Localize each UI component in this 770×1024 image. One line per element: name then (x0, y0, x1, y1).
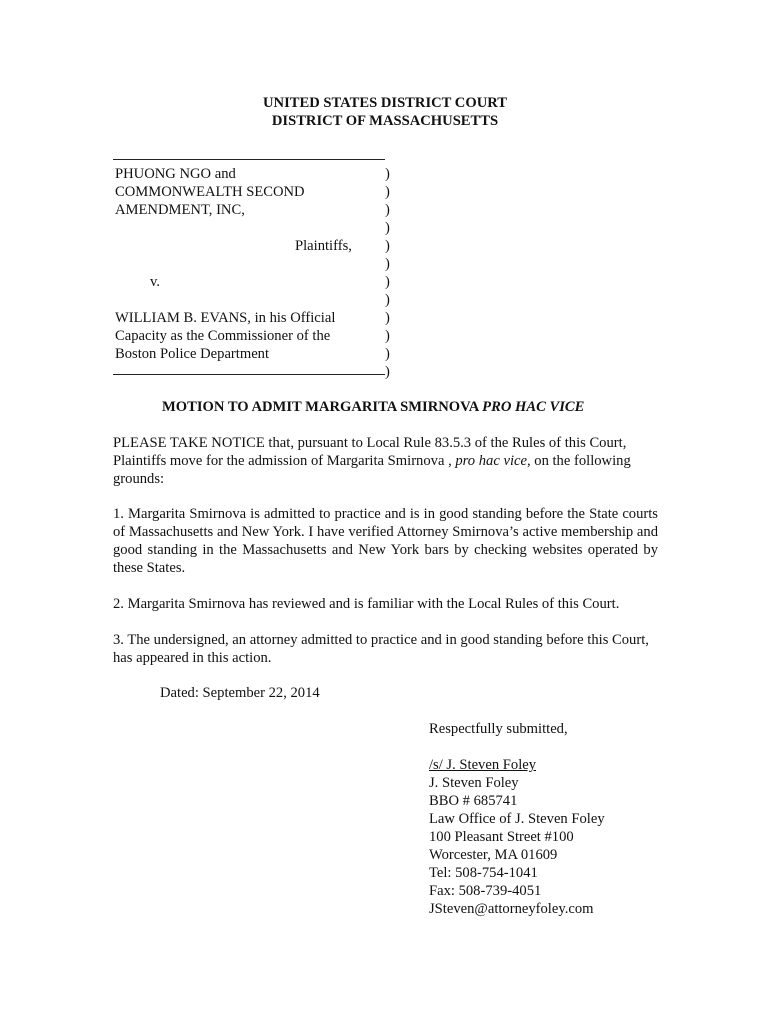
ground-paragraph-3: 3. The undersigned, an attorney admitted to practice and in good standing before this Court, has appeared in this action. (113, 632, 649, 666)
plaintiff-line-2: COMMONWEALTH SECOND (115, 184, 305, 200)
caption-paren: ) (385, 256, 390, 272)
motion-title (162, 399, 584, 416)
caption-paren: ) (385, 328, 390, 344)
caption-spacer (115, 219, 385, 237)
caption-paren: ) (385, 292, 390, 308)
caption-spacer (115, 255, 385, 273)
ground-paragraph-1: 1. Margarita Smirnova is admitted to practice and is in good standing before the State courts of Massachusetts and New York. I have verified Attorney Smirnova’s active membership and good standing in the Massachusetts and New York bars by checking websites operated by these States. (113, 506, 658, 576)
electronic-signature: /s/ J. Steven Foley (429, 757, 537, 773)
city-state-zip: Worcester, MA 01609 (429, 847, 558, 863)
court-header (0, 94, 770, 130)
law-firm: Law Office of J. Steven Foley (429, 811, 605, 827)
defendant-line-2: Capacity as the Commissioner of the (115, 328, 331, 344)
telephone: Tel: 508-754-1041 (429, 865, 538, 881)
ground-paragraph-2: 2. Margarita Smirnova has reviewed and is familiar with the Local Rules of this Court. (113, 596, 620, 612)
caption-paren: ) (385, 274, 390, 290)
signature-spacer (429, 738, 605, 756)
notice-paragraph (113, 434, 658, 488)
notice-text-start: PLEASE TAKE NOTICE that, pursuant to Local Rule 83.5.3 of the Rules of this Court, Plaintiffs move for the admission of Margarita Smirnova , (113, 435, 627, 469)
notice-text-end: , on the following grounds: (113, 453, 631, 487)
caption-paren: ) (385, 364, 390, 380)
caption-paren: ) (385, 310, 390, 326)
defendant-line-3: Boston Police Department (115, 346, 270, 362)
notice-text-italic: pro hac vice (455, 453, 527, 469)
plaintiff-line-3: AMENDMENT, INC, (115, 202, 245, 218)
motion-title-italic: PRO HAC VICE (482, 399, 585, 415)
caption-paren: ) (385, 184, 390, 200)
caption-parties (115, 165, 385, 363)
dated-line: Dated: September 22, 2014 (160, 685, 320, 701)
caption-paren: ) (385, 238, 390, 254)
versus-label: v. (150, 274, 160, 290)
fax: Fax: 508-739-4051 (429, 883, 542, 899)
motion-title-main: MOTION TO ADMIT MARGARITA SMIRNOVA (162, 399, 483, 415)
caption-spacer (115, 291, 385, 309)
court-district: DISTRICT OF MASSACHUSETTS (271, 113, 499, 129)
caption-paren: ) (385, 166, 390, 182)
caption-paren: ) (385, 346, 390, 362)
caption-parentheses (385, 165, 399, 381)
plaintiffs-label: Plaintiffs, (295, 238, 352, 254)
court-name: UNITED STATES DISTRICT COURT (262, 95, 507, 111)
signature-block (429, 720, 605, 918)
street-address: 100 Pleasant Street #100 (429, 829, 574, 845)
attorney-name: J. Steven Foley (429, 775, 519, 791)
caption-paren: ) (385, 220, 390, 236)
bbo-number: BBO # 685741 (429, 793, 518, 809)
plaintiff-line-1: PHUONG NGO and (115, 166, 236, 182)
caption-paren: ) (385, 202, 390, 218)
closing-line: Respectfully submitted, (429, 721, 568, 737)
email-address: JSteven@attorneyfoley.com (429, 901, 594, 917)
defendant-line-1: WILLIAM B. EVANS, in his Official (115, 310, 336, 326)
caption-bottom-rule (113, 374, 385, 375)
caption-top-rule (113, 159, 385, 160)
